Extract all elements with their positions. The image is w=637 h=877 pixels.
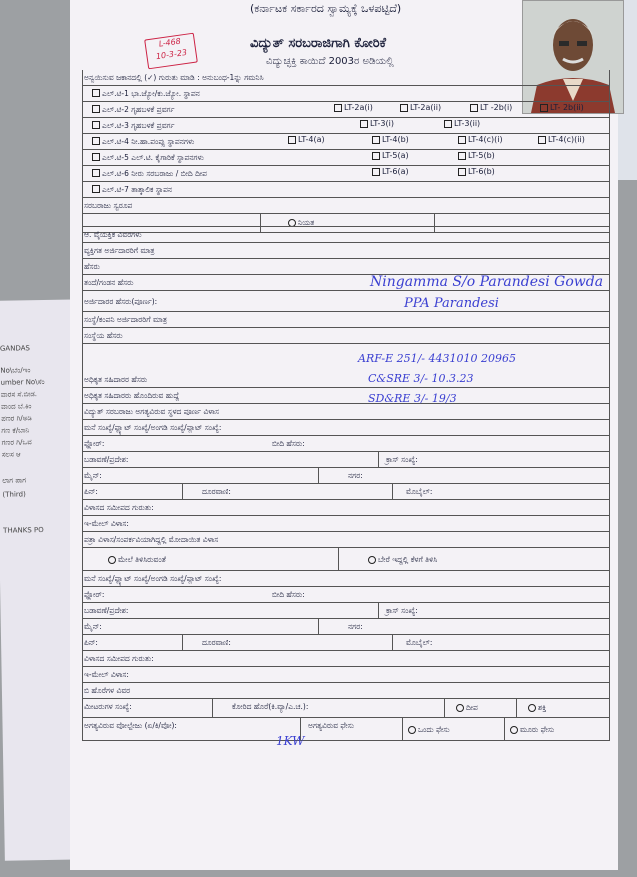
handwritten-receipt-1: ARF-E 251/- 4431010 20965 <box>358 352 517 365</box>
handwritten-receipt-3: SD&RE 3/- 19/3 <box>368 392 457 405</box>
supply-regular-label: ನಿಯತ <box>298 218 315 227</box>
act-reference: ವಿದ್ಯುಚ್ಛಕ್ತಿ ಕಾಯಿದೆ 2003ರ ಅಡಿಯಲ್ಲಿ <box>266 56 394 67</box>
house-no-label: ಮನೆ ಸಂಖ್ಯೆ/ಫ್ಲ್ಯಾಟ್ ಸಂಖ್ಯೆ/ಅಂಗಡಿ ಸಂಖ್ಯೆ/ಪ್ಲಾಟ್ ಸಂಖ್ಯೆ: <box>84 423 222 432</box>
lt6b-label: LT-6(b) <box>468 167 495 176</box>
lt4c-i-label: LT-4(c)(i) <box>468 135 503 144</box>
meter-no-label: ಮೀಟರುಗಳ ಸಂಖ್ಯೆ: <box>84 702 132 711</box>
back-text-12: THANKS PO <box>3 526 44 535</box>
email-label-2: ಇ-ಮೇಲ್ ವಿಳಾಸ: <box>84 670 129 679</box>
lt5b-label: LT-5(b) <box>468 151 495 160</box>
lt2b-ii-checkbox[interactable] <box>540 103 584 112</box>
load-light-radio[interactable] <box>456 704 464 712</box>
back-text-4: ವಾರಸ ಸೆ.ಬೀಡ. <box>0 390 38 399</box>
back-text-3: umber No\ಸೆಂ <box>0 377 45 387</box>
floor-label: ಫ್ಲೋರ್: <box>84 439 105 448</box>
back-text-11: (Third) <box>2 490 26 499</box>
lt4a-label: LT-4(a) <box>298 135 325 144</box>
individual-only-label: ವ್ಯಕ್ತಿಗತ ಅರ್ಜಿದಾರರಿಗೆ ಮಾತ್ರ <box>84 246 155 255</box>
single-phase-radio[interactable] <box>408 726 416 734</box>
floor-label-2: ಫ್ಲೋರ್: <box>84 590 105 599</box>
personal-details-heading: ಆ. ವೈಯಕ್ತಿಕ ವಿವರಗಳು <box>84 230 142 239</box>
lt3-i-label: LT-3(i) <box>370 119 394 128</box>
pin-label: ಪಿನ್: <box>84 487 98 496</box>
back-text-5: ವಾಂದ ಬೆ.ಕಿಂ <box>0 402 32 411</box>
lt3-ii-checkbox[interactable] <box>444 119 480 128</box>
lt5a-label: LT-5(a) <box>382 151 409 160</box>
lt5b-checkbox[interactable] <box>458 151 495 160</box>
if-different-option[interactable] <box>368 555 437 565</box>
phase-label: ಅಗತ್ಯವಿರುವ ಫೇಸು <box>308 721 355 730</box>
father-name-label: ತಂದೆ/ಗಂಡನ ಹೆಸರು <box>84 278 134 287</box>
lt2b-i-checkbox[interactable] <box>470 103 512 112</box>
main-label-2: ಮೈನ್: <box>84 622 102 631</box>
voltage-label: ಅಗತ್ಯವಿರುವ ವೋಲ್ಟೇಜು (ಏ/ಕಿ/ವೋ): <box>84 721 177 730</box>
mobile-label-2: ಮೊಬೈಲ್: <box>406 638 433 647</box>
lt6-checkbox[interactable] <box>92 169 100 177</box>
lt4c-i-checkbox[interactable] <box>458 135 503 144</box>
load-power-radio[interactable] <box>528 704 536 712</box>
cross-no-label: ಕ್ರಾಸ್ ಸಂಖ್ಯೆ: <box>386 455 418 464</box>
if-different-label: ಬೇರೆ ಇದ್ದಲ್ಲಿ ಕೆಳಗೆ ತಿಳಿಸಿ <box>378 555 438 564</box>
lt4-checkbox[interactable] <box>92 137 100 145</box>
lt2-label: ಎಲ್.ಟಿ-2 ಗೃಹಬಳಕೆ ಪ್ರವರ್ಗ <box>102 105 175 114</box>
pin-label-2: ಪಿನ್: <box>84 638 98 647</box>
title-label: ಹೆಸರು <box>84 262 100 271</box>
lt4c-ii-label: LT-4(c)(ii) <box>548 135 585 144</box>
main-label: ಮೈನ್: <box>84 471 102 480</box>
three-phase-radio[interactable] <box>510 726 518 734</box>
supply-type-label: ಸರಬರಾಜು ಸ್ವರೂಪ <box>84 201 133 210</box>
house-no-label-2: ಮನೆ ಸಂಖ್ಯೆ/ಫ್ಲ್ಯಾಟ್ ಸಂಖ್ಯೆ/ಅಂಗಡಿ ಸಂಖ್ಯೆ/ಪ್ಲಾಟ್ ಸಂಖ್ಯೆ: <box>84 574 222 583</box>
lt2a-i-label: LT-2a(i) <box>344 103 373 112</box>
email-label: ಇ-ಮೇಲ್ ವಿಳಾಸ: <box>84 519 129 528</box>
category-instruction-row <box>82 70 610 86</box>
lt4c-ii-checkbox[interactable] <box>538 135 585 144</box>
category-row-lt3 <box>82 118 610 134</box>
form-title: ವಿದ್ಯುತ್ ಸರಬರಾಜಿಗಾಗಿ ಕೋರಿಕೆ <box>250 36 387 51</box>
three-phase-option[interactable] <box>510 725 554 735</box>
lt3-label: ಎಲ್.ಟಿ-3 ಗೃಹಬಳಕೆ ಪ್ರವರ್ಗ <box>102 121 175 130</box>
lt5-label: ಎಲ್.ಟಿ-5 ಎಲ್.ಟಿ. ಕೈಗಾರಿಕೆ ಸ್ಥಾಪನಗಳು <box>102 153 204 162</box>
city-label-2: ನಗರ: <box>348 622 363 631</box>
mobile-label: ಮೊಬೈಲ್: <box>406 487 433 496</box>
category-instruction: ಅನ್ವಯಿಸುವ ಜಕಾನದಲ್ಲಿ (✓) ಗುರುತು ಮಾಡಿ : ಅನುಬಂಧ-1ನ್ನು ಗಮನಿಸಿ <box>84 73 264 82</box>
phone-label: ದೂರವಾಣಿ: <box>202 487 231 496</box>
street-label-2: ಬೀದಿ ಹೆಸರು: <box>272 590 305 599</box>
lt4b-checkbox[interactable] <box>372 135 409 144</box>
landmark-label: ವಿಳಾಸದ ಸಮೀಪದ ಗುರುತು: <box>84 503 154 512</box>
back-text-10: ಲಾಗ ಪಾಗ <box>2 476 27 485</box>
lt2a-ii-checkbox[interactable] <box>400 103 441 112</box>
category-grid <box>82 70 610 233</box>
category-row-lt5 <box>82 150 610 166</box>
lt5-checkbox[interactable] <box>92 153 100 161</box>
single-phase-option[interactable] <box>408 725 450 735</box>
lt1-checkbox[interactable] <box>92 89 100 97</box>
lt5a-checkbox[interactable] <box>372 151 409 160</box>
three-phase-label: ಮೂರು ಫೇಸು <box>520 725 555 734</box>
handwritten-load-value: 1KW <box>276 734 305 748</box>
signatory-name-label: ಅಧಿಕೃತ ಸಹಿದಾರರ ಹೆಸರು <box>84 375 148 384</box>
lt3-checkbox[interactable] <box>92 121 100 129</box>
handwritten-applicant-name: Ningamma S/o Parandesi Gowda <box>370 274 604 290</box>
lt2-checkbox[interactable] <box>92 105 100 113</box>
lt2a-ii-label: LT-2a(ii) <box>410 103 442 112</box>
category-row-lt1 <box>82 86 610 102</box>
lt2b-i-label: LT -2b(i) <box>480 103 513 112</box>
lt4b-label: LT-4(b) <box>382 135 409 144</box>
back-text-8: ಗಣರ ಗಿ/ಒವ <box>1 438 32 447</box>
lt1-label: ಎಲ್.ಟಿ-1 ಭಾ.ಜ್ಯೋ/ಕು.ಜ್ಯೋ. ಸ್ಥಾಪನ <box>102 89 200 98</box>
load-power-option[interactable] <box>528 703 546 713</box>
category-row-lt2 <box>82 102 610 118</box>
load-light-option[interactable] <box>456 703 478 713</box>
back-text-2: No\ಬೆಂ/ಇಂ <box>0 366 31 375</box>
lt4-label: ಎಲ್.ಟಿ-4 ನೀ.ಹಾ.ಪಂಪ್ಸು ಸ್ಥಾಪನಗಳು <box>102 137 195 146</box>
cross-no-label-2: ಕ್ರಾಸ್ ಸಂಖ್ಯೆ: <box>386 606 418 615</box>
office-note <box>144 33 198 70</box>
back-text-6: ಪಣರ ಗಿ/ಅಡಿ <box>1 414 32 423</box>
same-as-above-option[interactable] <box>108 555 166 565</box>
same-as-above-label: ಮೇಲೆ ತಿಳಿಸಿರುವಂತೆ <box>118 555 166 564</box>
handwritten-applicant-name-2: PPA Parandesi <box>404 296 499 311</box>
category-row-lt4 <box>82 134 610 150</box>
single-phase-label: ಒಂದು ಫೇಸು <box>418 725 450 734</box>
locality-label-2: ಬಡಾವಣೆ/ಪ್ರದೇಶ: <box>84 606 129 615</box>
phone-label-2: ದೂರವಾಣಿ: <box>202 638 231 647</box>
lt6b-checkbox[interactable] <box>458 167 495 176</box>
lt6a-label: LT-6(a) <box>382 167 409 176</box>
office-note-line1: L-468 <box>158 36 182 49</box>
back-text-7: ಗಣ ಕೆ/ಬಾನಿ <box>1 426 30 435</box>
supply-type-label-row <box>82 198 610 214</box>
lt7-label: ಎಲ್.ಟಿ-7 ತಾತ್ಕಾಲಿಕ ಸ್ಥಾಪನ <box>102 185 173 194</box>
institution-only-label: ಸಂಸ್ಥೆ/ಕಂಪನಿ ಅರ್ಜಿದಾರರಿಗೆ ಮಾತ್ರ <box>84 315 168 324</box>
lt6-label: ಎಲ್.ಟಿ-6 ನೀರು ಸರಬರಾಜು / ಬೀದಿ ದೀಪ <box>102 169 207 178</box>
load-light-label: ದೀಪ <box>466 703 478 712</box>
locality-label: ಬಡಾವಣೆ/ಪ್ರದೇಶ: <box>84 455 129 464</box>
office-note-line2: 10-3-23 <box>155 47 188 62</box>
back-text-1: GANDAS <box>0 344 30 353</box>
same-as-above-radio[interactable] <box>108 556 116 564</box>
lt7-checkbox[interactable] <box>92 185 100 193</box>
lt2b-ii-label: LT- 2b(ii) <box>550 103 584 112</box>
lt2a-i-checkbox[interactable] <box>334 103 373 112</box>
lt3-ii-label: LT-3(ii) <box>454 119 481 128</box>
if-different-radio[interactable] <box>368 556 376 564</box>
load-details-heading: ಬಿ ಹೊರೆಗಳ ವಿವರ <box>84 686 131 695</box>
correspondence-label: ಪತ್ರಾ ವಿಳಾಸ/ಸಂಪರ್ಕವಿಯಾಗಿದ್ದಲ್ಲಿ ಮೋದಾಯಿತ ವಿಳಾಸ <box>84 535 219 544</box>
category-row-lt6 <box>82 166 610 182</box>
government-header: (ಕರ್ನಾಟಕ ಸರ್ಕಾರದ ಸ್ವಾಮ್ಯಕ್ಕೆ ಒಳಪಟ್ಟಿದೆ) <box>250 2 402 15</box>
city-label: ನಗರ: <box>348 471 363 480</box>
institution-name-label: ಸಂಸ್ಥೆಯ ಹೆಸರು <box>84 331 123 340</box>
lt4a-checkbox[interactable] <box>288 135 325 144</box>
back-text-9: ಸಲಸ ಆ <box>1 450 21 459</box>
lt3-i-checkbox[interactable] <box>360 119 394 128</box>
street-label: ಬೀದಿ ಹೆಸರು: <box>272 439 305 448</box>
requested-load-label: ಕೋರಿದ ಹೊರೆ(ಕಿ.ವ್ಯಾ/ಎ.ಚ.): <box>232 702 309 711</box>
application-form <box>70 0 618 870</box>
supply-address-heading: ವಿದ್ಯುತ್ ಸರಬರಾಜು ಅಗತ್ಯವಿರುವ ಸ್ಥಳದ ಪೂರ್ಣ ವಿಳಾಸ <box>84 407 219 416</box>
personal-details-grid <box>82 226 610 741</box>
category-row-lt7 <box>82 182 610 198</box>
landmark-label-2: ವಿಳಾಸದ ಸಮೀಪದ ಗುರುತು: <box>84 654 154 663</box>
signatory-designation-label: ಅಧಿಕೃತ ಸಹಿದಾರರು ಹೊಂದಿರುವ ಹುದ್ದೆ <box>84 391 180 400</box>
applicant-name-label: ಅರ್ಜಿದಾರರ ಹೆಸರು(ಪೂರ್ಣ): <box>84 297 158 306</box>
lt6a-checkbox[interactable] <box>372 167 409 176</box>
handwritten-receipt-2: C&SRE 3/- 10.3.23 <box>368 372 474 385</box>
load-power-label: ಶಕ್ತಿ <box>538 703 547 712</box>
